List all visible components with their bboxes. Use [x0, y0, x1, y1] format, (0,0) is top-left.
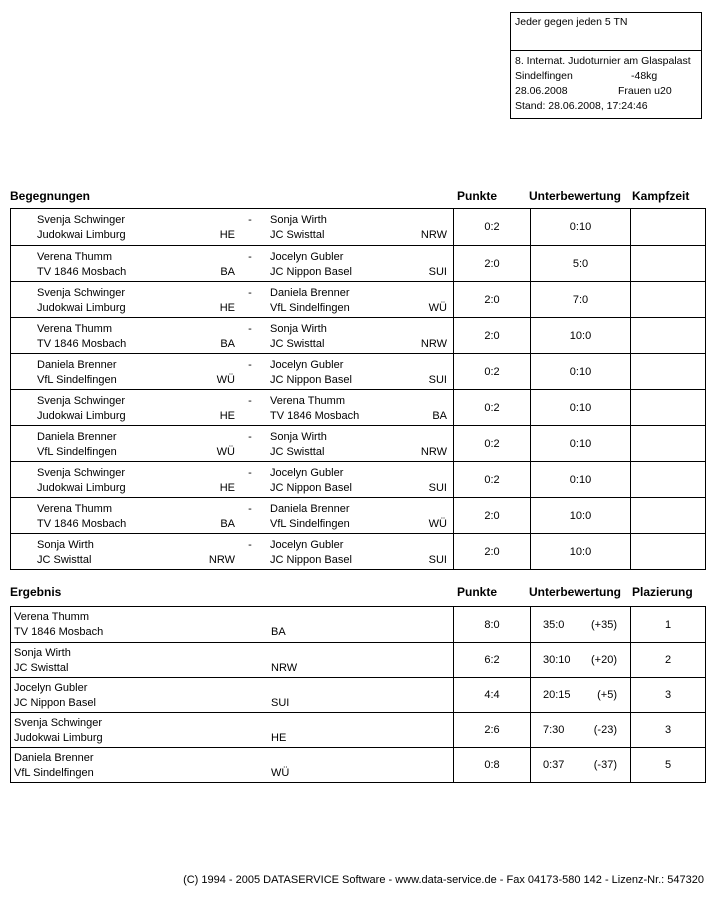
bout-kampfzeit-cell — [630, 354, 705, 389]
results-column-header-plazierung: Plazierung — [632, 585, 693, 599]
bout-pairing-cell — [11, 209, 453, 245]
fighter1-name: Svenja Schwinger — [37, 395, 126, 407]
bout-row — [11, 461, 705, 497]
fighter1-name: Svenja Schwinger — [37, 287, 126, 299]
result-unterbewertung-diff: (+35) — [591, 618, 617, 631]
result-punkte-cell: 0:8 — [453, 748, 530, 782]
result-unterbewertung-value: 0:37 — [543, 759, 565, 771]
result-row — [11, 747, 705, 782]
result-punkte-cell: 6:2 — [453, 643, 530, 677]
versus-dash: - — [248, 503, 252, 515]
result-unterbewertung-cell — [530, 607, 630, 642]
bout-kampfzeit-cell — [630, 390, 705, 425]
result-athlete-name: Daniela Brenner — [14, 752, 94, 764]
round-mode-label: Jeder gegen jeden 5 TN — [511, 13, 701, 51]
fighter2-name: Sonja Wirth — [270, 431, 327, 443]
bout-unterbewertung-cell: 0:10 — [530, 426, 630, 461]
tournament-location: Sindelfingen — [515, 70, 573, 82]
fighter2-club: JC Swisttal — [270, 229, 325, 241]
result-athlete-club: VfL Sindelfingen — [14, 767, 94, 779]
stand-timestamp: Stand: 28.06.2008, 17:24:46 — [515, 100, 648, 112]
fighter2-region: WÜ — [428, 518, 447, 530]
result-row — [11, 677, 705, 712]
bouts-section-title: Begegnungen — [10, 189, 90, 203]
results-column-header-punkte: Punkte — [457, 585, 498, 599]
result-athlete-name: Jocelyn Gubler — [14, 682, 88, 694]
result-unterbewertung-cell — [530, 748, 630, 782]
fighter2-name: Jocelyn Gubler — [270, 539, 344, 551]
fighter2-region: BA — [432, 410, 447, 422]
fighter2-club: JC Nippon Basel — [270, 266, 352, 278]
result-plazierung-cell: 5 — [630, 748, 705, 782]
bout-unterbewertung-cell: 7:0 — [530, 282, 630, 317]
bout-names-line — [37, 430, 447, 445]
bout-clubs-line — [37, 301, 447, 316]
fighter2-name: Daniela Brenner — [270, 503, 350, 515]
bout-unterbewertung-cell: 10:0 — [530, 498, 630, 533]
result-unterbewertung-diff: (-37) — [593, 759, 617, 771]
versus-dash: - — [248, 214, 252, 226]
fighter1-region: WÜ — [216, 374, 235, 386]
bout-clubs-line — [37, 228, 447, 243]
versus-dash: - — [248, 395, 252, 407]
bout-punkte-cell: 0:2 — [453, 354, 530, 389]
bouts-section-header — [0, 189, 710, 204]
fighter1-region: BA — [220, 518, 235, 530]
bout-pairing-cell — [11, 282, 453, 317]
result-punkte-cell: 2:6 — [453, 713, 530, 747]
result-athlete-name: Svenja Schwinger — [14, 717, 103, 729]
fighter1-club: Judokwai Limburg — [37, 410, 126, 422]
bout-kampfzeit-cell — [630, 426, 705, 461]
result-unterbewertung-diff: (+20) — [591, 654, 617, 666]
result-unterbewertung-cell — [530, 678, 630, 712]
fighter1-name: Svenja Schwinger — [37, 214, 126, 226]
fighter1-region: HE — [219, 302, 235, 314]
result-athlete-cell — [11, 643, 453, 677]
result-athlete-region: WÜ — [271, 767, 290, 779]
bout-punkte-cell: 2:0 — [453, 318, 530, 353]
bout-names-line — [37, 502, 447, 517]
fighter2-region: NRW — [420, 338, 447, 350]
result-athlete-cell — [11, 607, 453, 642]
fighter2-region: SUI — [428, 374, 447, 386]
bout-clubs-line — [37, 445, 447, 460]
result-athlete-cell — [11, 748, 453, 782]
tournament-details — [511, 51, 701, 118]
fighter1-region: WÜ — [216, 446, 235, 458]
results-column-header-unterbewertung: Unterbewertung — [529, 585, 622, 599]
versus-dash: - — [248, 287, 252, 299]
tournament-info-box — [510, 12, 702, 119]
fighter1-name: Svenja Schwinger — [37, 467, 126, 479]
bout-pairing-cell — [11, 318, 453, 353]
fighter2-club: JC Nippon Basel — [270, 482, 352, 494]
bout-unterbewertung-cell: 0:10 — [530, 354, 630, 389]
fighter1-club: TV 1846 Mosbach — [37, 266, 127, 278]
result-punkte-cell: 8:0 — [453, 607, 530, 642]
fighter2-region: SUI — [428, 266, 447, 278]
fighter1-club: JC Swisttal — [37, 554, 92, 566]
fighter1-club: TV 1846 Mosbach — [37, 518, 127, 530]
fighter2-region: SUI — [428, 482, 447, 494]
bout-names-line — [37, 394, 447, 409]
bout-clubs-line — [37, 409, 447, 424]
fighter2-club: VfL Sindelfingen — [270, 518, 350, 530]
result-unterbewertung-cell — [530, 643, 630, 677]
bout-row — [11, 353, 705, 389]
fighter1-region: NRW — [208, 554, 235, 566]
result-athlete-region: NRW — [271, 662, 298, 674]
bout-unterbewertung-cell: 5:0 — [530, 246, 630, 281]
versus-dash: - — [248, 431, 252, 443]
bout-pairing-cell — [11, 534, 453, 569]
fighter2-club: JC Swisttal — [270, 338, 325, 350]
bout-row — [11, 281, 705, 317]
bout-pairing-cell — [11, 246, 453, 281]
bout-punkte-cell: 0:2 — [453, 462, 530, 497]
result-plazierung-cell: 2 — [630, 643, 705, 677]
bout-names-line — [37, 466, 447, 481]
fighter2-club: TV 1846 Mosbach — [270, 410, 360, 422]
result-unterbewertung-diff: (+5) — [597, 689, 617, 701]
bout-names-line — [37, 213, 447, 228]
bout-unterbewertung-cell: 10:0 — [530, 534, 630, 569]
bout-unterbewertung-cell: 0:10 — [530, 390, 630, 425]
bout-punkte-cell: 0:2 — [453, 209, 530, 245]
bout-kampfzeit-cell — [630, 498, 705, 533]
bout-row — [11, 389, 705, 425]
result-athlete-club: JC Swisttal — [14, 662, 69, 674]
result-athlete-club: JC Nippon Basel — [14, 697, 96, 709]
result-unterbewertung-cell — [530, 713, 630, 747]
fighter2-club: JC Nippon Basel — [270, 554, 352, 566]
fighter2-name: Daniela Brenner — [270, 287, 350, 299]
bout-pairing-cell — [11, 426, 453, 461]
result-row — [11, 607, 705, 642]
fighter2-name: Jocelyn Gubler — [270, 359, 344, 371]
bout-row — [11, 533, 705, 569]
result-athlete-region: SUI — [271, 697, 290, 709]
bout-clubs-line — [37, 265, 447, 280]
bout-kampfzeit-cell — [630, 282, 705, 317]
fighter1-club: VfL Sindelfingen — [37, 446, 117, 458]
bout-pairing-cell — [11, 498, 453, 533]
fighter2-club: JC Swisttal — [270, 446, 325, 458]
result-club-line — [14, 696, 447, 711]
versus-dash: - — [248, 539, 252, 551]
fighter2-name: Jocelyn Gubler — [270, 467, 344, 479]
fighter1-name: Verena Thumm — [37, 503, 113, 515]
location-line — [515, 69, 697, 84]
fighter1-club: TV 1846 Mosbach — [37, 338, 127, 350]
fighter1-region: HE — [219, 229, 235, 241]
result-row — [11, 642, 705, 677]
fighter1-name: Sonja Wirth — [37, 539, 94, 551]
result-plazierung-cell: 1 — [630, 607, 705, 642]
fighter2-region: NRW — [420, 446, 447, 458]
result-athlete-region: HE — [271, 732, 287, 744]
bout-clubs-line — [37, 553, 447, 568]
result-unterbewertung-value: 35:0 — [543, 618, 565, 631]
bout-names-line — [37, 538, 447, 553]
bout-punkte-cell: 2:0 — [453, 246, 530, 281]
bout-row — [11, 245, 705, 281]
bout-kampfzeit-cell — [630, 209, 705, 245]
bout-punkte-cell: 2:0 — [453, 282, 530, 317]
bout-pairing-cell — [11, 354, 453, 389]
result-plazierung-cell: 3 — [630, 713, 705, 747]
bouts-column-header-unterbewertung: Unterbewertung — [529, 189, 622, 203]
results-table — [10, 606, 706, 783]
fighter2-club: VfL Sindelfingen — [270, 302, 350, 314]
fighter2-name: Verena Thumm — [270, 395, 346, 407]
result-punkte-cell: 4:4 — [453, 678, 530, 712]
bout-row — [11, 209, 705, 245]
result-club-line — [14, 625, 447, 640]
bout-clubs-line — [37, 517, 447, 532]
versus-dash: - — [248, 323, 252, 335]
bout-unterbewertung-cell: 0:10 — [530, 462, 630, 497]
tournament-title: 8. Internat. Judoturnier am Glaspalast — [515, 55, 691, 67]
result-club-line — [14, 731, 447, 746]
bout-unterbewertung-cell: 10:0 — [530, 318, 630, 353]
bout-unterbewertung-cell: 0:10 — [530, 209, 630, 245]
fighter2-name: Jocelyn Gubler — [270, 251, 344, 263]
result-athlete-name: Sonja Wirth — [14, 647, 71, 659]
fighter2-region: NRW — [420, 229, 447, 241]
copyright-footer: (C) 1994 - 2005 DATASERVICE Software - www.data-service.de - Fax 04173-580 142 - Lizenz-Nr.: 547320 — [183, 874, 704, 886]
bout-names-line — [37, 286, 447, 301]
bout-row — [11, 317, 705, 353]
result-athlete-name: Verena Thumm — [14, 611, 90, 623]
fighter1-region: BA — [220, 266, 235, 278]
fighter1-region: HE — [219, 410, 235, 422]
fighter1-name: Daniela Brenner — [37, 359, 117, 371]
fighter2-name: Sonja Wirth — [270, 214, 327, 226]
result-athlete-region: BA — [271, 626, 286, 638]
result-athlete-club: Judokwai Limburg — [14, 732, 103, 744]
result-unterbewertung-value: 7:30 — [543, 724, 565, 736]
result-club-line — [14, 766, 447, 781]
fighter2-region: SUI — [428, 554, 447, 566]
versus-dash: - — [248, 467, 252, 479]
results-section-header — [0, 585, 710, 600]
fighter1-region: BA — [220, 338, 235, 350]
bout-punkte-cell: 2:0 — [453, 498, 530, 533]
bouts-column-header-punkte: Punkte — [457, 189, 498, 203]
bout-kampfzeit-cell — [630, 462, 705, 497]
fighter1-name: Verena Thumm — [37, 323, 113, 335]
fighter2-name: Sonja Wirth — [270, 323, 327, 335]
bout-row — [11, 497, 705, 533]
fighter1-region: HE — [219, 482, 235, 494]
bout-punkte-cell: 0:2 — [453, 426, 530, 461]
bout-punkte-cell: 0:2 — [453, 390, 530, 425]
bout-pairing-cell — [11, 390, 453, 425]
bout-names-line — [37, 250, 447, 265]
bouts-column-header-kampfzeit: Kampfzeit — [632, 189, 690, 203]
fighter2-club: JC Nippon Basel — [270, 374, 352, 386]
bout-clubs-line — [37, 481, 447, 496]
bout-clubs-line — [37, 373, 447, 388]
bout-clubs-line — [37, 337, 447, 352]
fighter1-club: Judokwai Limburg — [37, 302, 126, 314]
result-athlete-cell — [11, 713, 453, 747]
result-unterbewertung-diff: (-23) — [593, 724, 617, 736]
weight-class: -48kg — [631, 70, 658, 82]
fighter2-region: WÜ — [428, 302, 447, 314]
results-section-title: Ergebnis — [10, 585, 62, 599]
bout-names-line — [37, 322, 447, 337]
bout-punkte-cell: 2:0 — [453, 534, 530, 569]
result-unterbewertung-value: 20:15 — [543, 689, 571, 701]
result-unterbewertung-value: 30:10 — [543, 654, 571, 666]
result-row — [11, 712, 705, 747]
fighter1-name: Verena Thumm — [37, 251, 113, 263]
tournament-date: 28.06.2008 — [515, 85, 568, 97]
result-athlete-cell — [11, 678, 453, 712]
age-category: Frauen u20 — [618, 85, 672, 97]
bout-kampfzeit-cell — [630, 246, 705, 281]
versus-dash: - — [248, 251, 252, 263]
fighter1-name: Daniela Brenner — [37, 431, 117, 443]
bouts-table — [10, 208, 706, 570]
bout-kampfzeit-cell — [630, 318, 705, 353]
fighter1-club: VfL Sindelfingen — [37, 374, 117, 386]
bout-pairing-cell — [11, 462, 453, 497]
versus-dash: - — [248, 359, 252, 371]
fighter1-club: Judokwai Limburg — [37, 229, 126, 241]
bout-names-line — [37, 358, 447, 373]
result-athlete-club: TV 1846 Mosbach — [14, 626, 104, 638]
bout-row — [11, 425, 705, 461]
date-line — [515, 84, 697, 99]
bout-kampfzeit-cell — [630, 534, 705, 569]
result-plazierung-cell: 3 — [630, 678, 705, 712]
fighter1-club: Judokwai Limburg — [37, 482, 126, 494]
result-club-line — [14, 661, 447, 676]
